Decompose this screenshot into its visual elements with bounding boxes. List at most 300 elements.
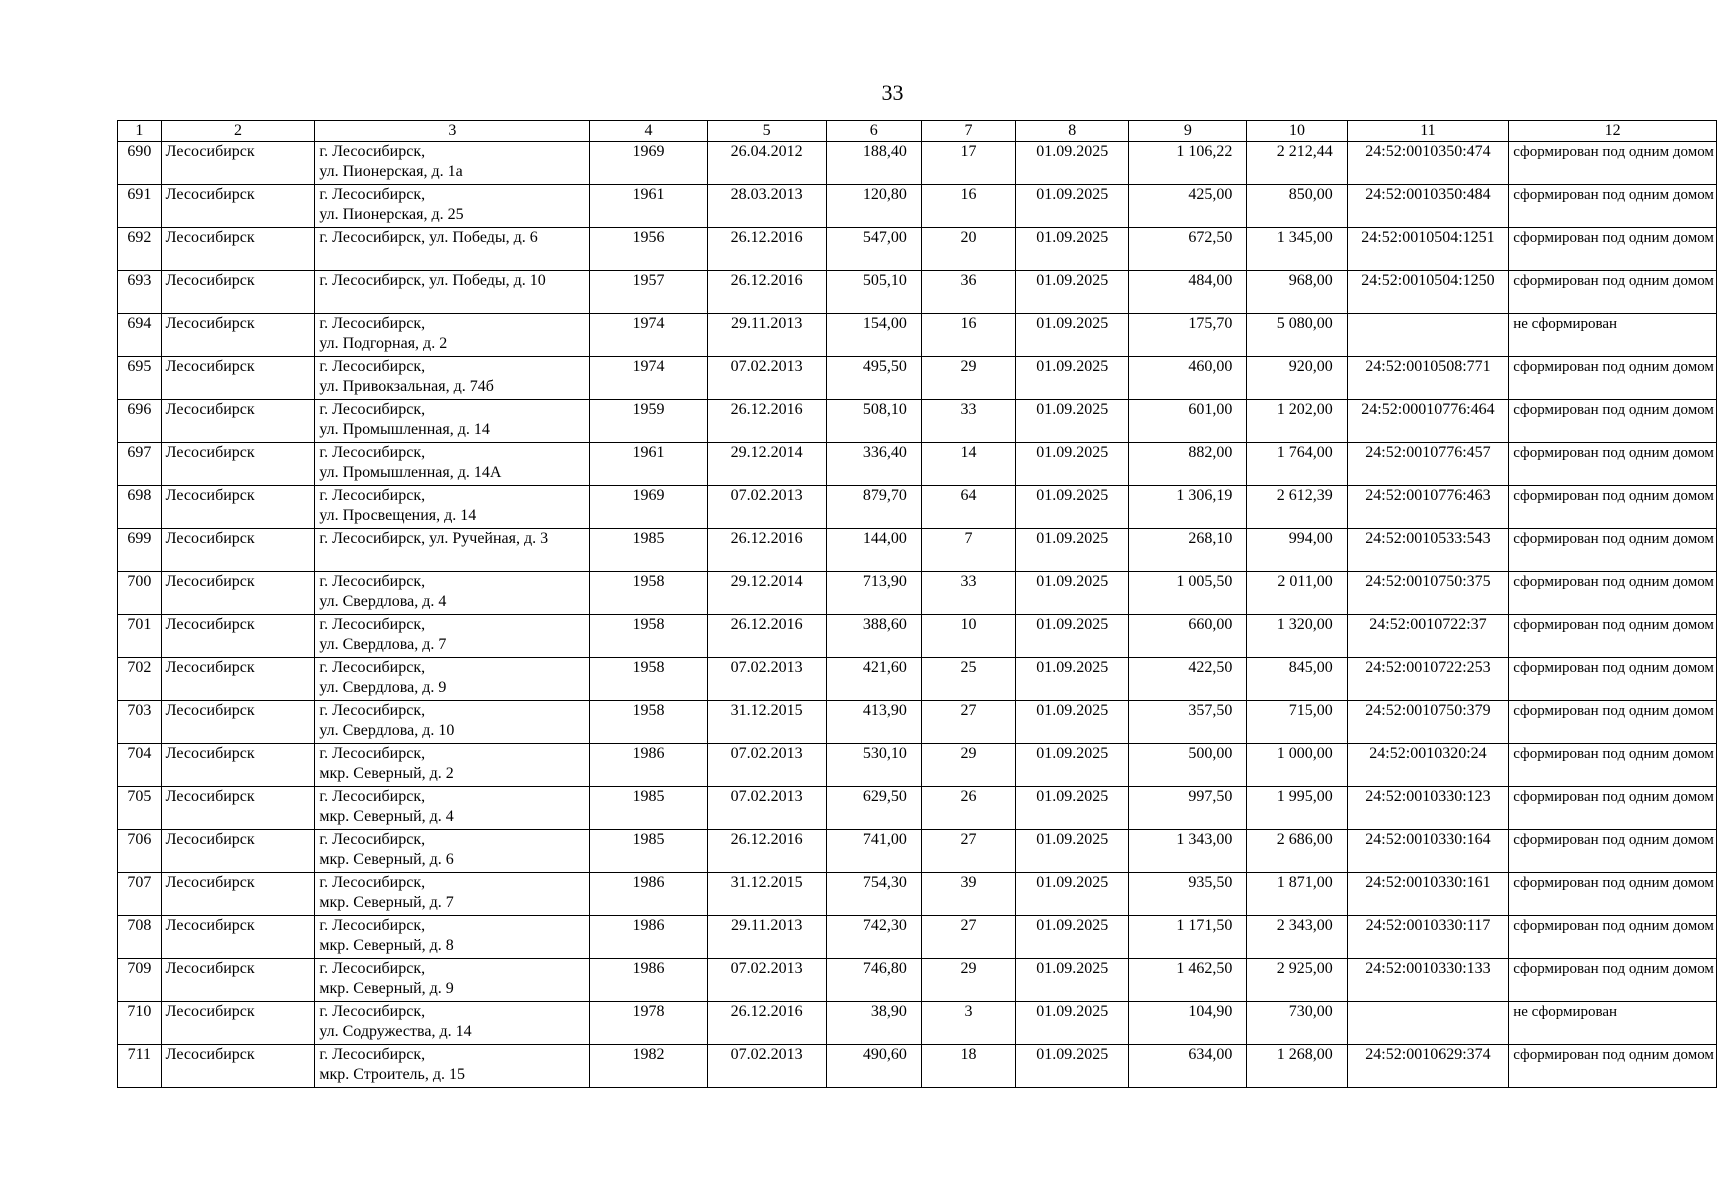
- land-status-cell: сформирован под одним домом: [1509, 658, 1717, 701]
- row-number-cell: 710: [118, 1002, 162, 1045]
- address-cell: [315, 271, 590, 314]
- area-cell: 154,00: [826, 314, 921, 357]
- table-row: [118, 830, 1717, 873]
- address-cell: [315, 185, 590, 228]
- table-row: [118, 400, 1717, 443]
- column-9-cell: 175,70: [1129, 314, 1247, 357]
- start-date-cell: 01.09.2025: [1016, 185, 1129, 228]
- address-line-2: мкр. Строитель, д. 15: [319, 1066, 465, 1083]
- address-line-2: мкр. Северный, д. 4: [319, 808, 454, 825]
- column-10-cell: 5 080,00: [1247, 314, 1347, 357]
- date-cell: 29.12.2014: [707, 443, 826, 486]
- count-cell: 29: [921, 959, 1015, 1002]
- table-row: [118, 142, 1717, 185]
- address-line-2: ул. Пионерская, д. 1а: [319, 163, 463, 180]
- row-number-cell: 704: [118, 744, 162, 787]
- column-10-cell: 845,00: [1247, 658, 1347, 701]
- build-year-cell: 1986: [590, 916, 707, 959]
- address-line-1: г. Лесосибирск,: [319, 1046, 426, 1063]
- column-number-row: [118, 121, 1717, 142]
- build-year-cell: 1957: [590, 271, 707, 314]
- date-cell: 07.02.2013: [707, 1045, 826, 1088]
- table-row: [118, 443, 1717, 486]
- build-year-cell: 1974: [590, 314, 707, 357]
- municipality-cell: Лесосибирск: [161, 959, 315, 1002]
- address-line-2: ул. Свердлова, д. 4: [319, 593, 447, 610]
- column-9-cell: 601,00: [1129, 400, 1247, 443]
- build-year-cell: 1958: [590, 615, 707, 658]
- count-cell: 64: [921, 486, 1015, 529]
- table-row: [118, 873, 1717, 916]
- municipality-cell: Лесосибирск: [161, 228, 315, 271]
- row-number-cell: 696: [118, 400, 162, 443]
- column-9-cell: 484,00: [1129, 271, 1247, 314]
- row-number-cell: 711: [118, 1045, 162, 1088]
- municipality-cell: Лесосибирск: [161, 572, 315, 615]
- column-10-cell: 920,00: [1247, 357, 1347, 400]
- build-year-cell: 1985: [590, 787, 707, 830]
- area-cell: 713,90: [826, 572, 921, 615]
- column-10-cell: 994,00: [1247, 529, 1347, 572]
- land-status-cell: сформирован под одним домом: [1509, 142, 1717, 185]
- address-line-1: г. Лесосибирск,: [319, 831, 426, 848]
- start-date-cell: 01.09.2025: [1016, 744, 1129, 787]
- build-year-cell: 1986: [590, 959, 707, 1002]
- table-row: [118, 615, 1717, 658]
- count-cell: 3: [921, 1002, 1015, 1045]
- build-year-cell: 1985: [590, 529, 707, 572]
- date-cell: 31.12.2015: [707, 701, 826, 744]
- column-header-4: 4: [590, 121, 707, 142]
- land-status-cell: сформирован под одним домом: [1509, 400, 1717, 443]
- area-cell: 547,00: [826, 228, 921, 271]
- row-number-cell: 699: [118, 529, 162, 572]
- column-9-cell: 460,00: [1129, 357, 1247, 400]
- column-10-cell: 1 202,00: [1247, 400, 1347, 443]
- count-cell: 18: [921, 1045, 1015, 1088]
- row-number-cell: 702: [118, 658, 162, 701]
- table-row: [118, 228, 1717, 271]
- address-line-2: мкр. Северный, д. 9: [319, 980, 454, 997]
- build-year-cell: 1969: [590, 486, 707, 529]
- municipality-cell: Лесосибирск: [161, 185, 315, 228]
- address-line-1: г. Лесосибирск,: [319, 659, 426, 676]
- column-10-cell: 1 345,00: [1247, 228, 1347, 271]
- address-cell: [315, 916, 590, 959]
- cadastral-number-cell: 24:52:0010330:117: [1347, 916, 1508, 959]
- address-line-1: г. Лесосибирск,: [319, 358, 426, 375]
- date-cell: 07.02.2013: [707, 744, 826, 787]
- land-status-cell: сформирован под одним домом: [1509, 228, 1717, 271]
- land-status-cell: сформирован под одним домом: [1509, 830, 1717, 873]
- address-cell: [315, 1045, 590, 1088]
- row-number-cell: 690: [118, 142, 162, 185]
- column-10-cell: 715,00: [1247, 701, 1347, 744]
- cadastral-number-cell: 24:52:0010330:164: [1347, 830, 1508, 873]
- address-cell: [315, 400, 590, 443]
- column-9-cell: 1 106,22: [1129, 142, 1247, 185]
- count-cell: 25: [921, 658, 1015, 701]
- build-year-cell: 1958: [590, 658, 707, 701]
- build-year-cell: 1969: [590, 142, 707, 185]
- date-cell: 07.02.2013: [707, 787, 826, 830]
- municipality-cell: Лесосибирск: [161, 314, 315, 357]
- cadastral-number-cell: [1347, 314, 1508, 357]
- count-cell: 16: [921, 314, 1015, 357]
- date-cell: 26.12.2016: [707, 1002, 826, 1045]
- row-number-cell: 697: [118, 443, 162, 486]
- cadastral-number-cell: 24:52:0010508:771: [1347, 357, 1508, 400]
- count-cell: 33: [921, 572, 1015, 615]
- start-date-cell: 01.09.2025: [1016, 443, 1129, 486]
- date-cell: 29.12.2014: [707, 572, 826, 615]
- count-cell: 17: [921, 142, 1015, 185]
- build-year-cell: 1978: [590, 1002, 707, 1045]
- count-cell: 29: [921, 357, 1015, 400]
- column-9-cell: 672,50: [1129, 228, 1247, 271]
- address-line-2: ул. Подгорная, д. 2: [319, 335, 448, 352]
- column-header-12: 12: [1509, 121, 1717, 142]
- column-9-cell: 1 171,50: [1129, 916, 1247, 959]
- start-date-cell: 01.09.2025: [1016, 142, 1129, 185]
- column-9-cell: 1 462,50: [1129, 959, 1247, 1002]
- municipality-cell: Лесосибирск: [161, 873, 315, 916]
- column-9-cell: 1 005,50: [1129, 572, 1247, 615]
- address-line-2: ул. Просвещения, д. 14: [319, 507, 477, 524]
- municipality-cell: Лесосибирск: [161, 1045, 315, 1088]
- land-status-cell: сформирован под одним домом: [1509, 486, 1717, 529]
- count-cell: 27: [921, 701, 1015, 744]
- address-cell: [315, 142, 590, 185]
- area-cell: 530,10: [826, 744, 921, 787]
- count-cell: 33: [921, 400, 1015, 443]
- start-date-cell: 01.09.2025: [1016, 916, 1129, 959]
- column-10-cell: 2 011,00: [1247, 572, 1347, 615]
- row-number-cell: 708: [118, 916, 162, 959]
- column-9-cell: 104,90: [1129, 1002, 1247, 1045]
- cadastral-number-cell: 24:52:0010330:123: [1347, 787, 1508, 830]
- start-date-cell: 01.09.2025: [1016, 873, 1129, 916]
- address-line-2: ул. Промышленная, д. 14: [319, 421, 490, 438]
- column-9-cell: 660,00: [1129, 615, 1247, 658]
- column-header-7: 7: [921, 121, 1015, 142]
- column-9-cell: 935,50: [1129, 873, 1247, 916]
- column-9-cell: 268,10: [1129, 529, 1247, 572]
- cadastral-number-cell: 24:52:0010330:161: [1347, 873, 1508, 916]
- municipality-cell: Лесосибирск: [161, 486, 315, 529]
- municipality-cell: Лесосибирск: [161, 357, 315, 400]
- table-row: [118, 916, 1717, 959]
- start-date-cell: 01.09.2025: [1016, 400, 1129, 443]
- column-9-cell: 1 343,00: [1129, 830, 1247, 873]
- land-status-cell: сформирован под одним домом: [1509, 873, 1717, 916]
- row-number-cell: 695: [118, 357, 162, 400]
- address-line-1: г. Лесосибирск,: [319, 616, 426, 633]
- address-line-2: ул. Пионерская, д. 25: [319, 206, 464, 223]
- cadastral-number-cell: 24:52:0010350:484: [1347, 185, 1508, 228]
- start-date-cell: 01.09.2025: [1016, 314, 1129, 357]
- area-cell: 495,50: [826, 357, 921, 400]
- column-header-9: 9: [1129, 121, 1247, 142]
- address-line-1: г. Лесосибирск,: [319, 573, 426, 590]
- address-cell: [315, 357, 590, 400]
- build-year-cell: 1986: [590, 873, 707, 916]
- date-cell: 07.02.2013: [707, 486, 826, 529]
- count-cell: 14: [921, 443, 1015, 486]
- table-row: [118, 357, 1717, 400]
- column-10-cell: 2 343,00: [1247, 916, 1347, 959]
- municipality-cell: Лесосибирск: [161, 830, 315, 873]
- column-10-cell: 1 995,00: [1247, 787, 1347, 830]
- address-line-2: ул. Свердлова, д. 9: [319, 679, 447, 696]
- area-cell: 879,70: [826, 486, 921, 529]
- land-status-cell: сформирован под одним домом: [1509, 787, 1717, 830]
- column-header-2: 2: [161, 121, 315, 142]
- start-date-cell: 01.09.2025: [1016, 1045, 1129, 1088]
- date-cell: 29.11.2013: [707, 916, 826, 959]
- address-line-2: мкр. Северный, д. 8: [319, 937, 454, 954]
- land-status-cell: не сформирован: [1509, 314, 1717, 357]
- municipality-cell: Лесосибирск: [161, 1002, 315, 1045]
- column-9-cell: 634,00: [1129, 1045, 1247, 1088]
- address-line-2: ул. Привокзальная, д. 74б: [319, 378, 494, 395]
- column-10-cell: 2 212,44: [1247, 142, 1347, 185]
- address-cell: [315, 830, 590, 873]
- cadastral-number-cell: 24:52:0010533:543: [1347, 529, 1508, 572]
- column-10-cell: 850,00: [1247, 185, 1347, 228]
- column-header-6: 6: [826, 121, 921, 142]
- column-header-8: 8: [1016, 121, 1129, 142]
- address-line-1: г. Лесосибирск,: [319, 444, 426, 461]
- cadastral-number-cell: 24:52:0010320:24: [1347, 744, 1508, 787]
- start-date-cell: 01.09.2025: [1016, 357, 1129, 400]
- land-status-cell: сформирован под одним домом: [1509, 615, 1717, 658]
- date-cell: 26.04.2012: [707, 142, 826, 185]
- column-10-cell: 1 764,00: [1247, 443, 1347, 486]
- address-cell: [315, 572, 590, 615]
- table-row: [118, 1045, 1717, 1088]
- address-line-1: г. Лесосибирск,: [319, 487, 426, 504]
- address-line-1: г. Лесосибирск,: [319, 702, 426, 719]
- row-number-cell: 707: [118, 873, 162, 916]
- address-line-1: г. Лесосибирск,: [319, 401, 426, 418]
- count-cell: 16: [921, 185, 1015, 228]
- cadastral-number-cell: 24:52:0010330:133: [1347, 959, 1508, 1002]
- column-header-5: 5: [707, 121, 826, 142]
- column-10-cell: 730,00: [1247, 1002, 1347, 1045]
- build-year-cell: 1974: [590, 357, 707, 400]
- count-cell: 7: [921, 529, 1015, 572]
- address-cell: [315, 443, 590, 486]
- row-number-cell: 701: [118, 615, 162, 658]
- municipality-cell: Лесосибирск: [161, 443, 315, 486]
- date-cell: 26.12.2016: [707, 615, 826, 658]
- column-9-cell: 1 306,19: [1129, 486, 1247, 529]
- row-number-cell: 706: [118, 830, 162, 873]
- address-line-1: г. Лесосибирск,: [319, 143, 426, 160]
- column-9-cell: 425,00: [1129, 185, 1247, 228]
- date-cell: 26.12.2016: [707, 529, 826, 572]
- land-status-cell: сформирован под одним домом: [1509, 443, 1717, 486]
- row-number-cell: 700: [118, 572, 162, 615]
- area-cell: 742,30: [826, 916, 921, 959]
- column-9-cell: 500,00: [1129, 744, 1247, 787]
- cadastral-number-cell: 24:52:0010350:474: [1347, 142, 1508, 185]
- municipality-cell: Лесосибирск: [161, 744, 315, 787]
- table-row: [118, 959, 1717, 1002]
- column-10-cell: 1 268,00: [1247, 1045, 1347, 1088]
- table-row: [118, 701, 1717, 744]
- count-cell: 39: [921, 873, 1015, 916]
- land-status-cell: сформирован под одним домом: [1509, 916, 1717, 959]
- address-line-2: ул. Содружества, д. 14: [319, 1023, 472, 1040]
- land-status-cell: сформирован под одним домом: [1509, 185, 1717, 228]
- address-line-1: г. Лесосибирск,: [319, 1003, 426, 1020]
- start-date-cell: 01.09.2025: [1016, 486, 1129, 529]
- municipality-cell: Лесосибирск: [161, 658, 315, 701]
- cadastral-number-cell: 24:52:0010776:457: [1347, 443, 1508, 486]
- column-header-11: 11: [1347, 121, 1508, 142]
- address-cell: [315, 314, 590, 357]
- build-year-cell: 1958: [590, 572, 707, 615]
- table-row: [118, 787, 1717, 830]
- land-status-cell: сформирован под одним домом: [1509, 701, 1717, 744]
- row-number-cell: 691: [118, 185, 162, 228]
- column-9-cell: 997,50: [1129, 787, 1247, 830]
- address-line-1: г. Лесосибирск,: [319, 788, 426, 805]
- column-header-3: 3: [315, 121, 590, 142]
- start-date-cell: 01.09.2025: [1016, 572, 1129, 615]
- build-year-cell: 1959: [590, 400, 707, 443]
- row-number-cell: 698: [118, 486, 162, 529]
- address-cell: [315, 787, 590, 830]
- address-line-1: г. Лесосибирск,: [319, 960, 426, 977]
- count-cell: 36: [921, 271, 1015, 314]
- address-line-2: мкр. Северный, д. 7: [319, 894, 454, 911]
- table-body: [118, 142, 1717, 1088]
- start-date-cell: 01.09.2025: [1016, 615, 1129, 658]
- start-date-cell: 01.09.2025: [1016, 959, 1129, 1002]
- land-status-cell: сформирован под одним домом: [1509, 744, 1717, 787]
- address-cell: [315, 959, 590, 1002]
- area-cell: 413,90: [826, 701, 921, 744]
- address-line-1: г. Лесосибирск, ул. Победы, д. 10: [319, 272, 546, 289]
- start-date-cell: 01.09.2025: [1016, 701, 1129, 744]
- address-line-1: г. Лесосибирск,: [319, 874, 426, 891]
- cadastral-number-cell: 24:52:0010629:374: [1347, 1045, 1508, 1088]
- table-row: [118, 529, 1717, 572]
- build-year-cell: 1961: [590, 185, 707, 228]
- build-year-cell: 1956: [590, 228, 707, 271]
- row-number-cell: 703: [118, 701, 162, 744]
- start-date-cell: 01.09.2025: [1016, 787, 1129, 830]
- cadastral-number-cell: 24:52:00010776:464: [1347, 400, 1508, 443]
- table-row: [118, 658, 1717, 701]
- start-date-cell: 01.09.2025: [1016, 658, 1129, 701]
- row-number-cell: 692: [118, 228, 162, 271]
- build-year-cell: 1986: [590, 744, 707, 787]
- address-line-1: г. Лесосибирск,: [319, 745, 426, 762]
- address-line-1: г. Лесосибирск, ул. Победы, д. 6: [319, 229, 538, 246]
- area-cell: 120,80: [826, 185, 921, 228]
- address-line-1: г. Лесосибирск,: [319, 917, 426, 934]
- count-cell: 27: [921, 830, 1015, 873]
- row-number-cell: 693: [118, 271, 162, 314]
- build-year-cell: 1961: [590, 443, 707, 486]
- row-number-cell: 705: [118, 787, 162, 830]
- municipality-cell: Лесосибирск: [161, 142, 315, 185]
- address-line-2: ул. Промышленная, д. 14А: [319, 464, 502, 481]
- column-10-cell: 968,00: [1247, 271, 1347, 314]
- table-row: [118, 185, 1717, 228]
- date-cell: 07.02.2013: [707, 658, 826, 701]
- municipality-cell: Лесосибирск: [161, 916, 315, 959]
- build-year-cell: 1958: [590, 701, 707, 744]
- address-line-2: мкр. Северный, д. 2: [319, 765, 454, 782]
- area-cell: 629,50: [826, 787, 921, 830]
- table-row: [118, 572, 1717, 615]
- land-status-cell: сформирован под одним домом: [1509, 959, 1717, 1002]
- area-cell: 144,00: [826, 529, 921, 572]
- page-number: 33: [881, 80, 904, 105]
- address-cell: [315, 529, 590, 572]
- date-cell: 26.12.2016: [707, 400, 826, 443]
- address-line-2: ул. Свердлова, д. 7: [319, 636, 447, 653]
- address-cell: [315, 1002, 590, 1045]
- area-cell: 38,90: [826, 1002, 921, 1045]
- municipality-cell: Лесосибирск: [161, 615, 315, 658]
- address-cell: [315, 744, 590, 787]
- address-line-1: г. Лесосибирск,: [319, 186, 426, 203]
- cadastral-number-cell: 24:52:0010722:253: [1347, 658, 1508, 701]
- column-10-cell: 2 686,00: [1247, 830, 1347, 873]
- area-cell: 754,30: [826, 873, 921, 916]
- column-header-1: 1: [118, 121, 162, 142]
- address-cell: [315, 873, 590, 916]
- date-cell: 26.12.2016: [707, 271, 826, 314]
- cadastral-number-cell: 24:52:0010722:37: [1347, 615, 1508, 658]
- build-year-cell: 1982: [590, 1045, 707, 1088]
- start-date-cell: 01.09.2025: [1016, 271, 1129, 314]
- area-cell: 336,40: [826, 443, 921, 486]
- date-cell: 29.11.2013: [707, 314, 826, 357]
- column-10-cell: 1 320,00: [1247, 615, 1347, 658]
- start-date-cell: 01.09.2025: [1016, 529, 1129, 572]
- count-cell: 10: [921, 615, 1015, 658]
- start-date-cell: 01.09.2025: [1016, 830, 1129, 873]
- address-cell: [315, 658, 590, 701]
- address-cell: [315, 701, 590, 744]
- column-10-cell: 2 925,00: [1247, 959, 1347, 1002]
- date-cell: 28.03.2013: [707, 185, 826, 228]
- address-cell: [315, 228, 590, 271]
- area-cell: 490,60: [826, 1045, 921, 1088]
- land-status-cell: сформирован под одним домом: [1509, 572, 1717, 615]
- land-status-cell: сформирован под одним домом: [1509, 271, 1717, 314]
- count-cell: 26: [921, 787, 1015, 830]
- column-10-cell: 1 000,00: [1247, 744, 1347, 787]
- address-cell: [315, 486, 590, 529]
- municipality-cell: Лесосибирск: [161, 400, 315, 443]
- area-cell: 508,10: [826, 400, 921, 443]
- area-cell: 741,00: [826, 830, 921, 873]
- address-line-1: г. Лесосибирск, ул. Ручейная, д. 3: [319, 530, 549, 547]
- area-cell: 505,10: [826, 271, 921, 314]
- column-header-10: 10: [1247, 121, 1347, 142]
- table-row: [118, 1002, 1717, 1045]
- date-cell: 26.12.2016: [707, 228, 826, 271]
- municipality-cell: Лесосибирск: [161, 701, 315, 744]
